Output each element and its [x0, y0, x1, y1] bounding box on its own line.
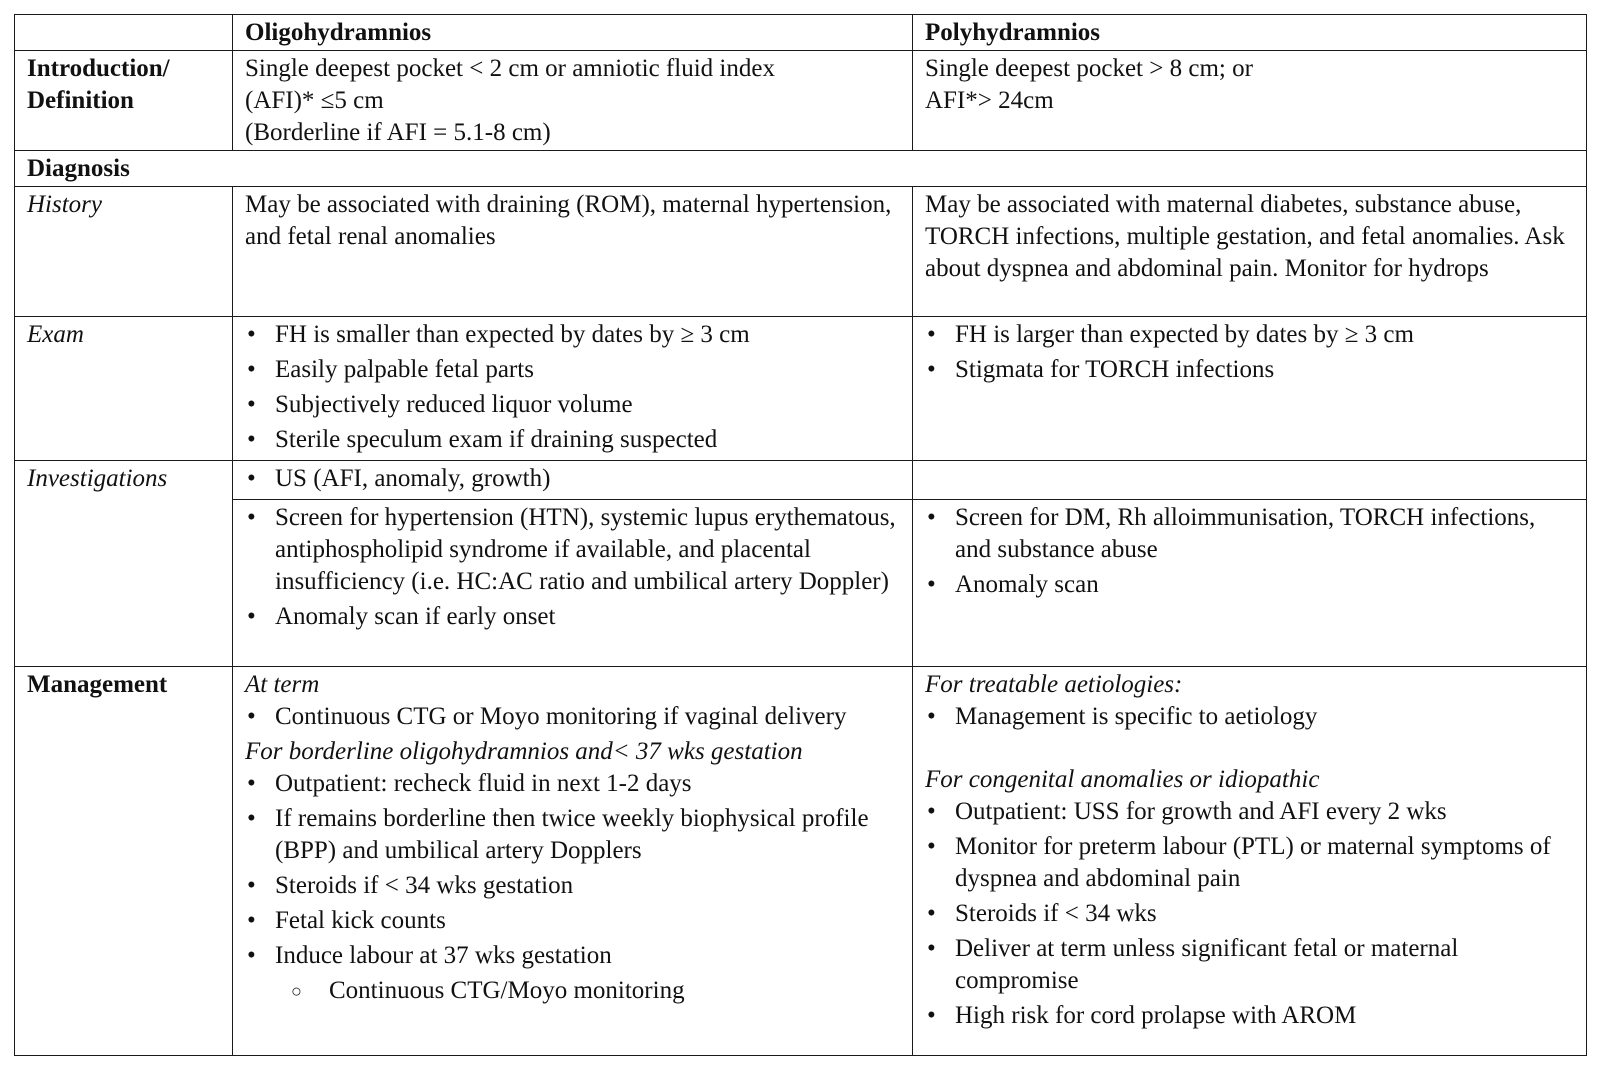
list-item: • Stigmata for TORCH infections	[925, 354, 1576, 386]
list-item: • Screen for hypertension (HTN), systemic lupus erythematous, antiphospholipid syndrome if available, and placental insufficiency (i.e. HC:AC ratio and umbilical artery Doppler)	[245, 502, 902, 598]
list-item: • Sterile speculum exam if draining suspected	[245, 424, 902, 456]
list-item: • Monitor for preterm labour (PTL) or maternal symptoms of dyspnea and abdominal pain	[925, 831, 1576, 895]
list-item: • US (AFI, anomaly, growth)	[245, 463, 902, 495]
list-item: • Anomaly scan	[925, 569, 1576, 601]
definition-poly-line: AFI*> 24cm	[925, 87, 1054, 114]
list-item: • Management is specific to aetiology	[925, 701, 1576, 733]
history-oligo: May be associated with draining (ROM), maternal hypertension, and fetal renal anomalies	[233, 187, 913, 317]
definition-oligo	[233, 51, 913, 151]
management-label: Management	[15, 667, 233, 1056]
management-row	[15, 667, 1587, 1056]
history-label: History	[15, 187, 233, 317]
investigations-label: Investigations	[15, 461, 233, 667]
definition-label-line2: Definition	[27, 87, 134, 114]
exam-poly	[913, 317, 1587, 461]
investigations-row-1	[15, 461, 1587, 500]
table-header-row	[15, 15, 1587, 51]
diagnosis-section-row	[15, 151, 1587, 187]
history-row	[15, 187, 1587, 317]
header-polyhydramnios: Polyhydramnios	[913, 15, 1587, 51]
comparison-table	[14, 14, 1587, 1056]
list-item: • If remains borderline then twice weekly biophysical profile (BPP) and umbilical artery Dopplers	[245, 803, 902, 867]
list-item: • FH is larger than expected by dates by ≥ 3 cm	[925, 319, 1576, 351]
definition-label-line1: Introduction/	[27, 55, 170, 82]
definition-oligo-line: Single deepest pocket < 2 cm or amniotic fluid index	[245, 55, 775, 82]
header-blank-cell	[15, 15, 233, 51]
investigations-poly-2	[913, 500, 1587, 667]
list-item: • Deliver at term unless significant fetal or maternal compromise	[925, 933, 1576, 997]
definition-row	[15, 51, 1587, 151]
list-item: • Steroids if < 34 wks	[925, 898, 1576, 930]
exam-label: Exam	[15, 317, 233, 461]
comparison-sheet	[14, 14, 1586, 1056]
list-item: • Easily palpable fetal parts	[245, 354, 902, 386]
exam-oligo	[233, 317, 913, 461]
definition-oligo-line: (Borderline if AFI = 5.1-8 cm)	[245, 119, 551, 146]
list-item: • Fetal kick counts	[245, 905, 902, 937]
list-item: • FH is smaller than expected by dates by ≥ 3 cm	[245, 319, 902, 351]
list-item: • Subjectively reduced liquor volume	[245, 389, 902, 421]
definition-label	[15, 51, 233, 151]
diagnosis-label: Diagnosis	[15, 151, 1587, 187]
management-term-heading: At term	[245, 671, 320, 698]
management-congenital-heading: For congenital anomalies or idiopathic	[925, 766, 1320, 793]
management-treatable-heading: For treatable aetiologies:	[925, 671, 1183, 698]
exam-row	[15, 317, 1587, 461]
investigations-poly-1	[913, 461, 1587, 500]
definition-oligo-line: (AFI)* ≤5 cm	[245, 87, 384, 114]
management-poly	[913, 667, 1587, 1056]
list-item: • Steroids if < 34 wks gestation	[245, 870, 902, 902]
list-item: • Continuous CTG or Moyo monitoring if vaginal delivery	[245, 701, 902, 733]
definition-poly	[913, 51, 1587, 151]
list-item: • Screen for DM, Rh alloimmunisation, TORCH infections, and substance abuse	[925, 502, 1576, 566]
list-item: • Induce labour at 37 wks gestation	[245, 940, 902, 972]
list-item: • Outpatient: USS for growth and AFI every 2 wks	[925, 796, 1576, 828]
management-borderline-heading: For borderline oligohydramnios and< 37 wks gestation	[245, 738, 803, 765]
investigations-oligo-2	[233, 500, 913, 667]
investigations-oligo-1	[233, 461, 913, 500]
definition-poly-line: Single deepest pocket > 8 cm; or	[925, 55, 1253, 82]
sub-list-item: ○ Continuous CTG/Moyo monitoring	[245, 975, 902, 1007]
spacer	[925, 736, 1576, 764]
investigations-row-2	[15, 500, 1587, 667]
list-item: • Anomaly scan if early onset	[245, 601, 902, 633]
header-oligohydramnios: Oligohydramnios	[233, 15, 913, 51]
history-poly: May be associated with maternal diabetes, substance abuse, TORCH infections, multiple gestation, and fetal anomalies. Ask about dyspnea and abdominal pain. Monitor for hydrops	[913, 187, 1587, 317]
management-oligo	[233, 667, 913, 1056]
list-item: • High risk for cord prolapse with AROM	[925, 1000, 1576, 1032]
list-item: • Outpatient: recheck fluid in next 1-2 days	[245, 768, 902, 800]
